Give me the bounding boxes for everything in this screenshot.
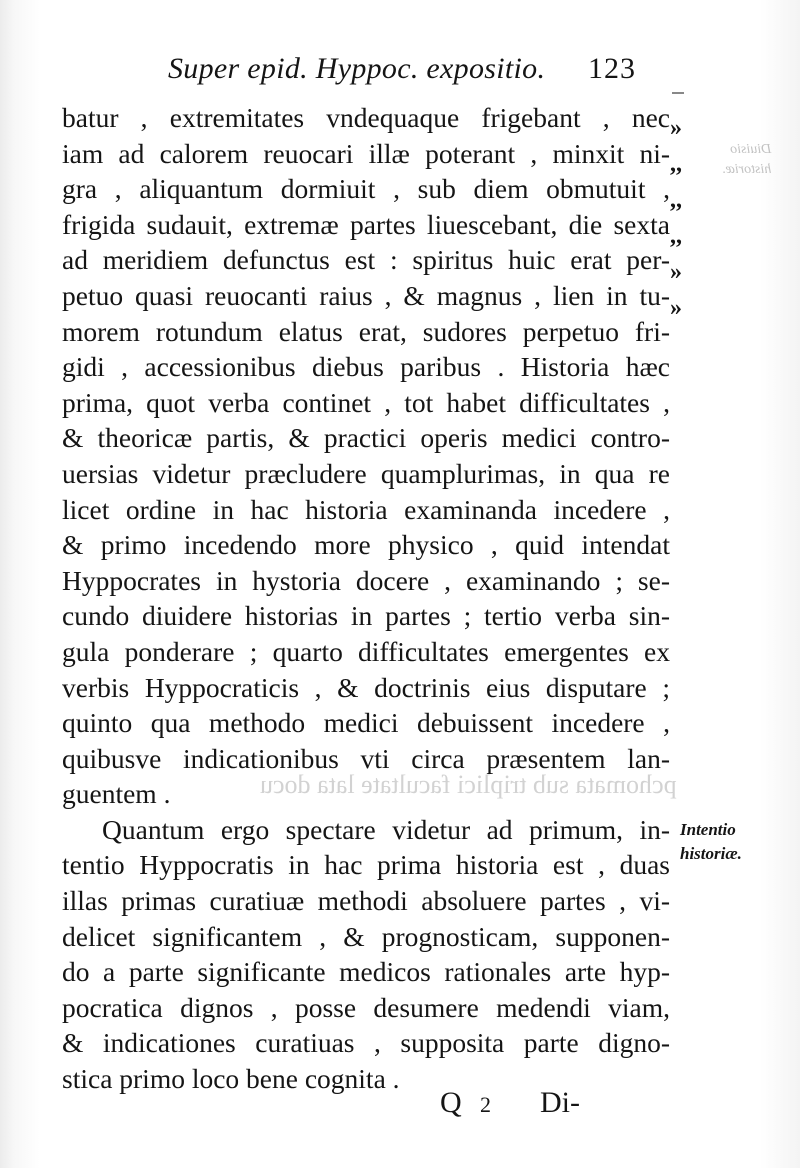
text-line: morem rotundum elatus erat, sudores perpetuo fri- — [62, 315, 670, 347]
signature-mark: Q — [440, 1086, 462, 1119]
text-line: batur , extremitates vndequaque frigebant , nec — [62, 102, 670, 133]
bleed-through-margin-note — [722, 140, 771, 180]
text-line: ad meridiem defunctus est : spiritus huic erat per- — [62, 244, 670, 276]
text-line: gidi , accessionibus diebus paribus . Historia hæc — [62, 351, 670, 383]
text-line: uersias videtur præcludere quamplurimas, in qua re — [62, 457, 670, 489]
page-number: 123 — [588, 52, 636, 85]
quote-mark: ,, — [670, 223, 682, 249]
bleed-through-text: pchomata sub triplici facultate lata docu — [260, 770, 677, 799]
quote-mark: » — [670, 295, 682, 321]
margin-note-line: Intentio — [680, 820, 736, 839]
text-line: delicet significantem , & prognosticam, supponen- — [62, 920, 670, 952]
text-line: frigida sudauit, extremæ partes liuescebant, die sexta — [62, 208, 670, 240]
signature-number: 2 — [480, 1092, 491, 1117]
signature-and-catchword — [440, 1086, 580, 1120]
text-line: iam ad calorem reuocari illæ poterant , minxit ni- — [62, 137, 670, 169]
bleed-note-line: Diuisio — [730, 142, 772, 157]
text-line: & indicationes curatiuas , supposita parte digno- — [62, 1027, 670, 1059]
text-line: quinto qua methodo medici debuissent incedere , — [62, 707, 670, 739]
running-title: Super epid. Hyppoc. expositio. — [168, 52, 546, 85]
text-line: cundo diuidere historias in partes ; tertio verba sin- — [62, 600, 670, 632]
text-line: pocratica dignos , posse desumere medendi viam, — [62, 991, 670, 1023]
text-line: stica primo loco bene cognita . — [62, 1063, 400, 1095]
quote-mark: ,, — [670, 187, 682, 213]
quote-mark: » — [670, 259, 682, 285]
margin-note-line: historiæ. — [680, 844, 742, 863]
quotation-marks — [670, 110, 682, 326]
text-line: guentem . — [62, 778, 171, 810]
margin-note — [680, 818, 742, 866]
printer-mark — [672, 92, 684, 94]
text-line: verbis Hyppocraticis , & doctrinis eius disputare ; — [62, 671, 670, 703]
text-line: & primo incedendo more physico , quid intendat — [62, 529, 670, 561]
catchword: Di- — [540, 1086, 580, 1119]
text-line: illas primas curatiuæ methodi absoluere partes , vi- — [62, 885, 670, 917]
text-line: petuo quasi reuocanti raius , & magnus , lien in tu- — [62, 279, 670, 311]
quote-mark: » — [670, 115, 682, 141]
text-line: tentio Hyppocratis in hac prima historia est , duas — [62, 849, 670, 881]
quote-mark: ,, — [670, 151, 682, 177]
text-line: & theoricæ partis, & practici operis medici contro- — [62, 422, 670, 454]
text-line: do a parte significante medicos rationales arte hyp- — [62, 956, 670, 988]
text-line: prima, quot verba continet , tot habet difficultates , — [62, 386, 670, 418]
text-line: licet ordine in hac historia examinanda incedere , — [62, 493, 670, 525]
text-line: quibusve indicationibus vti circa præsentem lan- — [62, 742, 670, 774]
main-text — [62, 100, 670, 1097]
bleed-note-line: historiæ. — [722, 162, 772, 177]
text-line: Hyppocrates in hystoria docere , examinando ; se- — [62, 564, 670, 596]
text-line: gula ponderare ; quarto difficultates emergentes ex — [62, 635, 670, 667]
text-line: Quantum ergo spectare videtur ad primum, in- — [102, 813, 670, 845]
text-line: gra , aliquantum dormiuit , sub diem obmutuit , — [62, 173, 670, 205]
